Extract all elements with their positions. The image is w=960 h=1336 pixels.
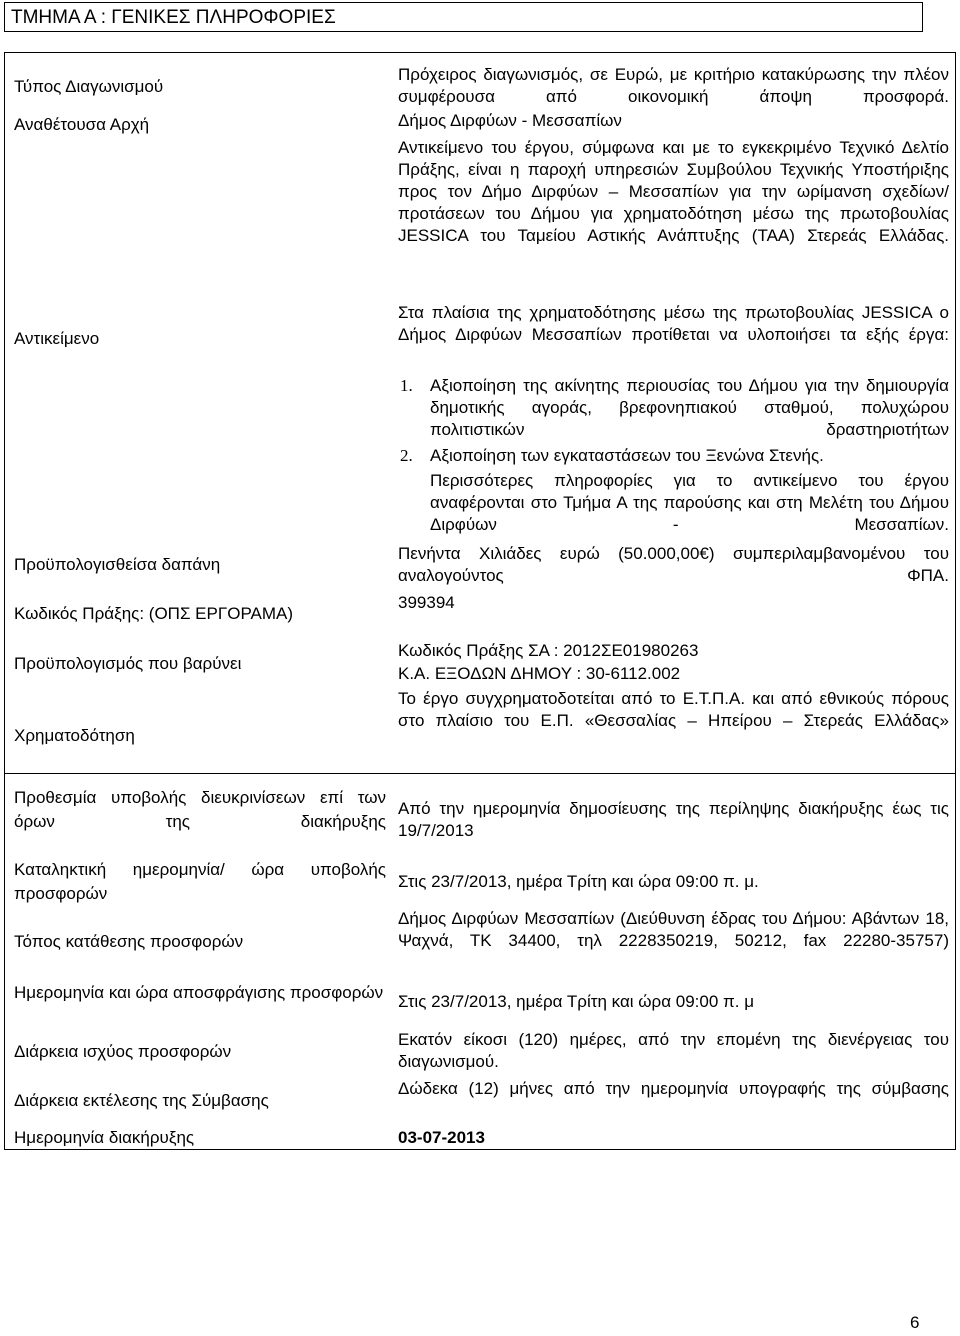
charged-label: Προϋπολογισμός που βαρύνει	[14, 654, 242, 673]
charged-line-2: Κ.Α. ΕΞΟΔΩΝ ΔΗΜΟΥ : 30-6112.002	[398, 664, 681, 683]
validity-label: Διάρκεια ισχύος προσφορών	[14, 1042, 232, 1061]
funding-label: Χρηματοδότηση	[14, 726, 135, 745]
duration-label: Διάρκεια εκτέλεσης της Σύμβασης	[14, 1091, 269, 1110]
item-number: 1.	[400, 376, 413, 395]
item-text: Αξιοποίηση της ακίνητης περιουσίας του Δήμου για την δημιουργία δημοτικής αγοράς, βρεφονηπιακού σταθμού, πολυχώρου πολιτιστικών δραστηριοτήτων	[430, 376, 949, 439]
type-value: Πρόχειρος διαγωνισμός, σε Ευρώ, με κριτήριο κατακύρωσης την πλέον συμφέρουσα από οικονομική άποψη προσφορά.	[398, 65, 949, 106]
subject-paragraph-1: Αντικείμενο του έργου, σύμφωνα και με το εγκεκριμένο Τεχνικό Δελτίο Πράξης, είναι η παροχή υπηρεσιών Συμβούλου Τεχνικής Υποστήριξης προς τον Δήμο Διρφύων – Μεσσαπίων για την ωρίμανση σχεδίων/προτάσεων του Δήμου για χρηματοδότηση μέσω της πρωτοβουλίας JESSICA του Ταμείου Αστικής Ανάπτυξης (ΤΑΑ) Στερεάς Ελλάδας.	[398, 138, 949, 245]
duration-value: Δώδεκα (12) μήνες από την ημερομηνία υπογραφής της σύμβασης	[398, 1079, 949, 1098]
subject-paragraph-2: Στα πλαίσια της χρηματοδότησης μέσω της πρωτοβουλίας JESSICA ο Δήμος Διρφύων Μεσσαπίων προτίθεται να υλοποιήσει τα εξής έργα:	[398, 303, 949, 344]
deadline-label: Καταληκτική ημερομηνία/ ώρα υποβολής προσφορών	[14, 860, 386, 903]
code-label: Κωδικός Πράξης: (ΟΠΣ ΕΡΓΟΡΑΜΑ)	[14, 604, 294, 623]
section-title: ΤΜΗΜΑ Α : ΓΕΝΙΚΕΣ ΠΛΗΡΟΦΟΡΙΕΣ	[4, 2, 923, 32]
place-label: Τόπος κατάθεσης προσφορών	[14, 932, 244, 951]
funding-value: Το έργο συγχρηματοδοτείται από το Ε.Τ.Π.Α. και από εθνικούς πόρους στο πλαίσιο του Ε.Π. «Θεσσαλίας – Ηπείρου – Στερεάς Ελλάδας»	[398, 689, 949, 730]
item-text: Αξιοποίηση των εγκαταστάσεων του Ξενώνα Στενής.	[430, 446, 824, 465]
code-value: 399394	[398, 593, 455, 612]
date-value: 03-07-2013	[398, 1128, 485, 1147]
subject-item-1	[400, 375, 949, 441]
page-number: 6	[910, 1313, 920, 1332]
date-label: Ημερομηνία διακήρυξης	[14, 1128, 195, 1147]
deadline-value: Στις 23/7/2013, ημέρα Τρίτη και ώρα 09:00 π. μ.	[398, 872, 759, 891]
budget-value: Πενήντα Χιλιάδες ευρώ (50.000,00€) συμπεριλαμβανομένου του αναλογούντος ΦΠΑ.	[398, 544, 949, 585]
charged-line-1: Κωδικός Πράξης ΣΑ : 2012ΣΕ01980263	[398, 641, 699, 660]
clarifications-label: Προθεσμία υποβολής διευκρινίσεων επί των όρων της διακήρυξης	[14, 788, 386, 831]
validity-value: Εκατόν είκοσι (120) ημέρες, από την επομένη της διενέργειας του διαγωνισμού.	[398, 1030, 949, 1071]
table-divider	[4, 773, 956, 774]
type-label: Τύπος Διαγωνισμού	[14, 77, 164, 96]
opening-value: Στις 23/7/2013, ημέρα Τρίτη και ώρα 09:00 π. μ	[398, 992, 754, 1011]
budget-label: Προϋπολογισθείσα δαπάνη	[14, 555, 221, 574]
opening-label: Ημερομηνία και ώρα αποσφράγισης προσφορών	[14, 983, 384, 1002]
authority-value: Δήμος Διρφύων - Μεσσαπίων	[398, 111, 622, 130]
subject-paragraph-3: Περισσότερες πληροφορίες για το αντικείμενο του έργου αναφέρονται στο Τμήμα Α της παρούσης και στη Μελέτη του Δήμου Διρφύων - Μεσσαπίων.	[430, 471, 949, 534]
subject-label: Αντικείμενο	[14, 329, 100, 348]
place-value: Δήμος Διρφύων Μεσσαπίων (Διεύθυνση έδρας του Δήμου: Αβάντων 18, Ψαχνά, ΤΚ 34400, τηλ 2228350219, 50212, fax 22280-35757)	[398, 909, 949, 950]
authority-label: Αναθέτουσα Αρχή	[14, 115, 150, 134]
subject-item-2	[400, 445, 949, 467]
item-number: 2.	[400, 446, 413, 465]
clarifications-value: Από την ημερομηνία δημοσίευσης της περίληψης διακήρυξης έως τις 19/7/2013	[398, 799, 949, 840]
